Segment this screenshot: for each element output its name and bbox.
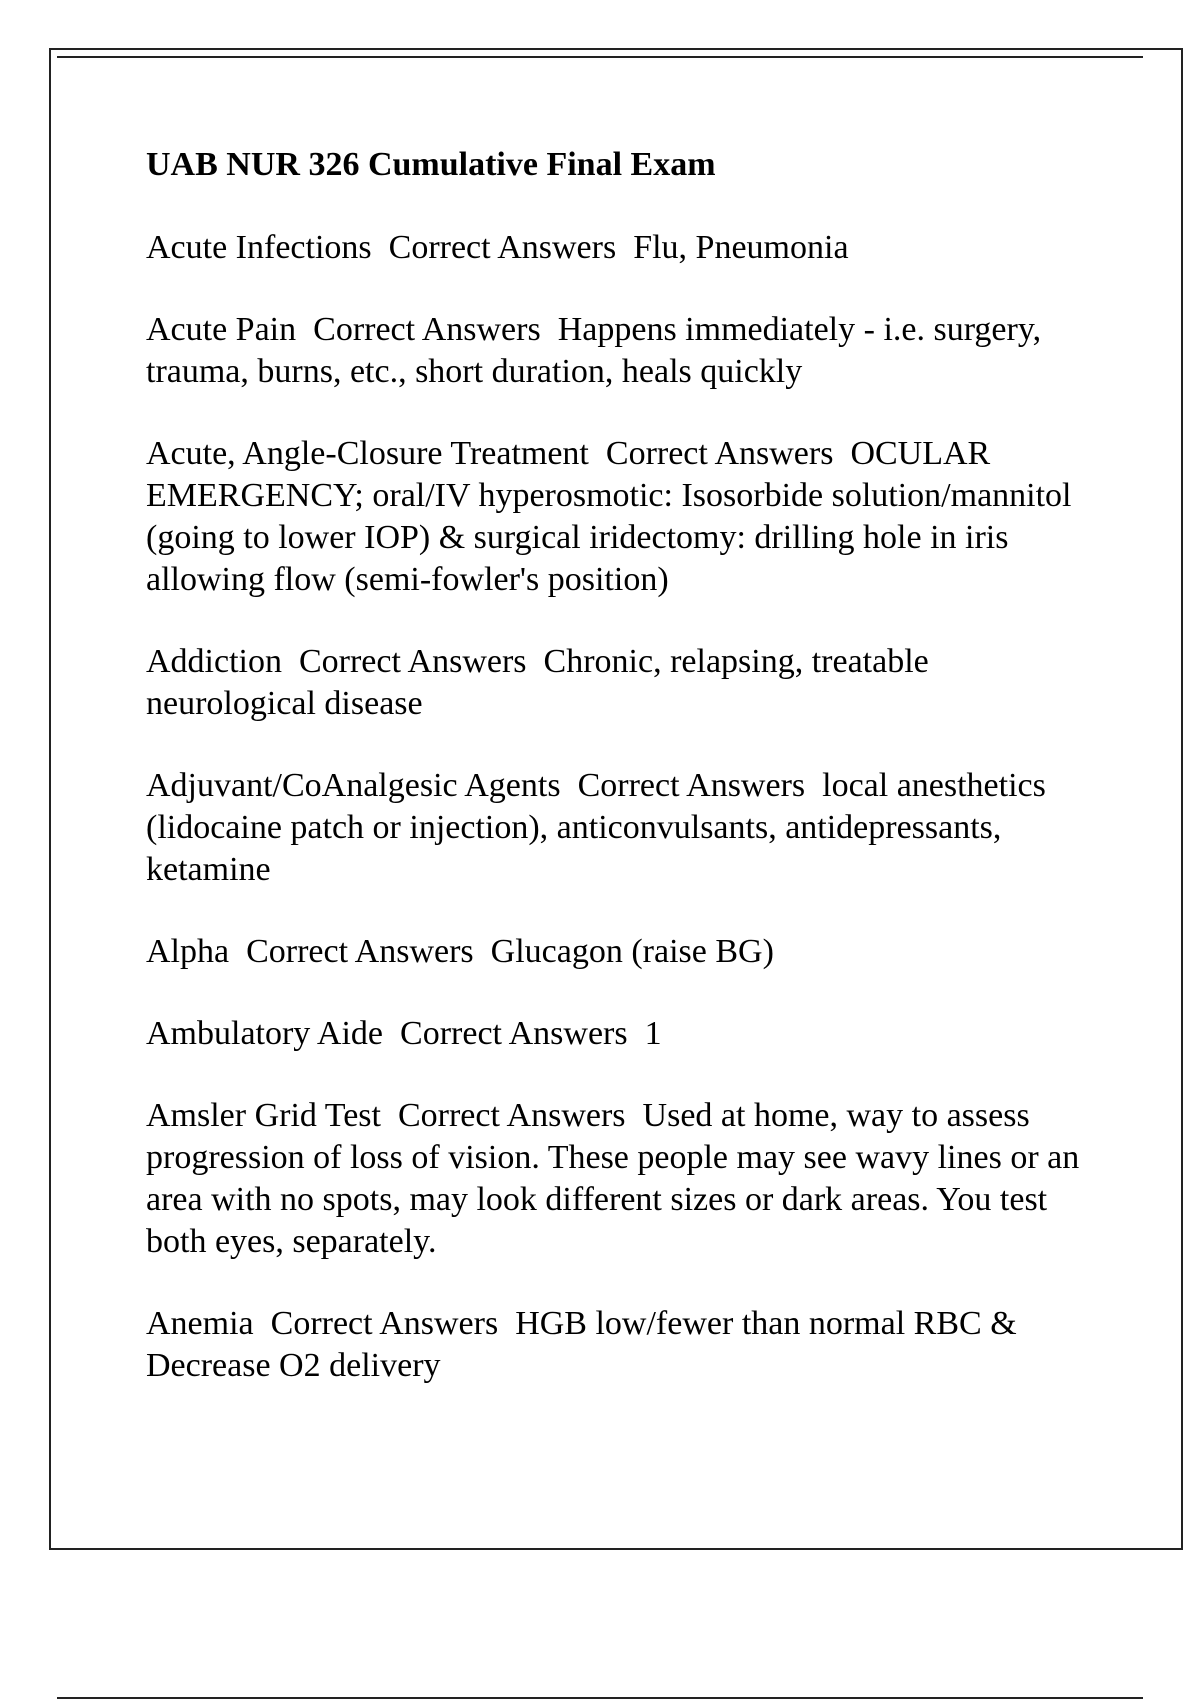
entry-answer: local anesthetics (lidocaine patch or injection), anticonvulsants, antidepressants, ketamine	[146, 767, 1055, 888]
qa-entry	[146, 1095, 1096, 1263]
entry-term: Addiction	[146, 643, 282, 680]
entry-answer: Chronic, relapsing, treatable neurological disease	[146, 643, 938, 722]
entry-term: Anemia	[146, 1305, 254, 1342]
entry-answer: Happens immediately - i.e. surgery, trauma, burns, etc., short duration, heals quickly	[146, 311, 1050, 390]
entry-separator: Correct Answers	[313, 311, 541, 348]
entry-separator: Correct Answers	[397, 1097, 626, 1134]
entry-separator: Correct Answers	[388, 229, 617, 266]
entry-term: Amsler Grid Test	[146, 1097, 381, 1134]
entry-term: Acute, Angle-Closure Treatment	[146, 435, 589, 472]
entry-separator: Correct Answers	[400, 1015, 628, 1052]
entry-separator: Correct Answers	[246, 933, 474, 970]
entry-separator: Correct Answers	[270, 1305, 499, 1342]
bottom-rule	[57, 1697, 1143, 1699]
qa-entry	[146, 931, 1096, 973]
entry-term: Alpha	[146, 933, 230, 970]
entry-separator: Correct Answers	[298, 643, 527, 680]
qa-entry	[146, 765, 1096, 891]
qa-entry	[146, 433, 1096, 601]
qa-entry	[146, 1013, 1096, 1055]
entry-term: Acute Infections	[146, 229, 372, 266]
entry-term: Adjuvant/CoAnalgesic Agents	[146, 767, 561, 804]
entry-answer: HGB low/fewer than normal RBC & Decrease O2 delivery	[146, 1305, 1026, 1384]
entry-answer: Glucagon (raise BG)	[490, 933, 774, 970]
top-rule	[57, 56, 1143, 58]
entry-answer: Flu, Pneumonia	[633, 229, 849, 266]
qa-entry	[146, 1303, 1096, 1387]
qa-entry	[146, 641, 1096, 725]
entry-separator: Correct Answers	[605, 435, 834, 472]
qa-entry	[146, 227, 1096, 269]
entry-answer: OCULAR EMERGENCY; oral/IV hyperosmotic: Isosorbide solution/mannitol (going to lower IOP) & surgical iridectomy: drilling hole in iris allowing flow (semi-fowler's position)	[146, 435, 1081, 598]
entry-separator: Correct Answers	[577, 767, 806, 804]
entry-term: Ambulatory Aide	[146, 1015, 384, 1052]
qa-entry	[146, 309, 1096, 393]
page-title: UAB NUR 326 Cumulative Final Exam	[146, 146, 716, 183]
entry-answer: 1	[644, 1015, 662, 1052]
document-body	[146, 143, 1096, 1427]
entry-term: Acute Pain	[146, 311, 297, 348]
entry-answer: Used at home, way to assess progression of loss of vision. These people may see wavy lines or an area with no spots, may look different sizes or dark areas. You test both eyes, separately.	[146, 1097, 1088, 1260]
